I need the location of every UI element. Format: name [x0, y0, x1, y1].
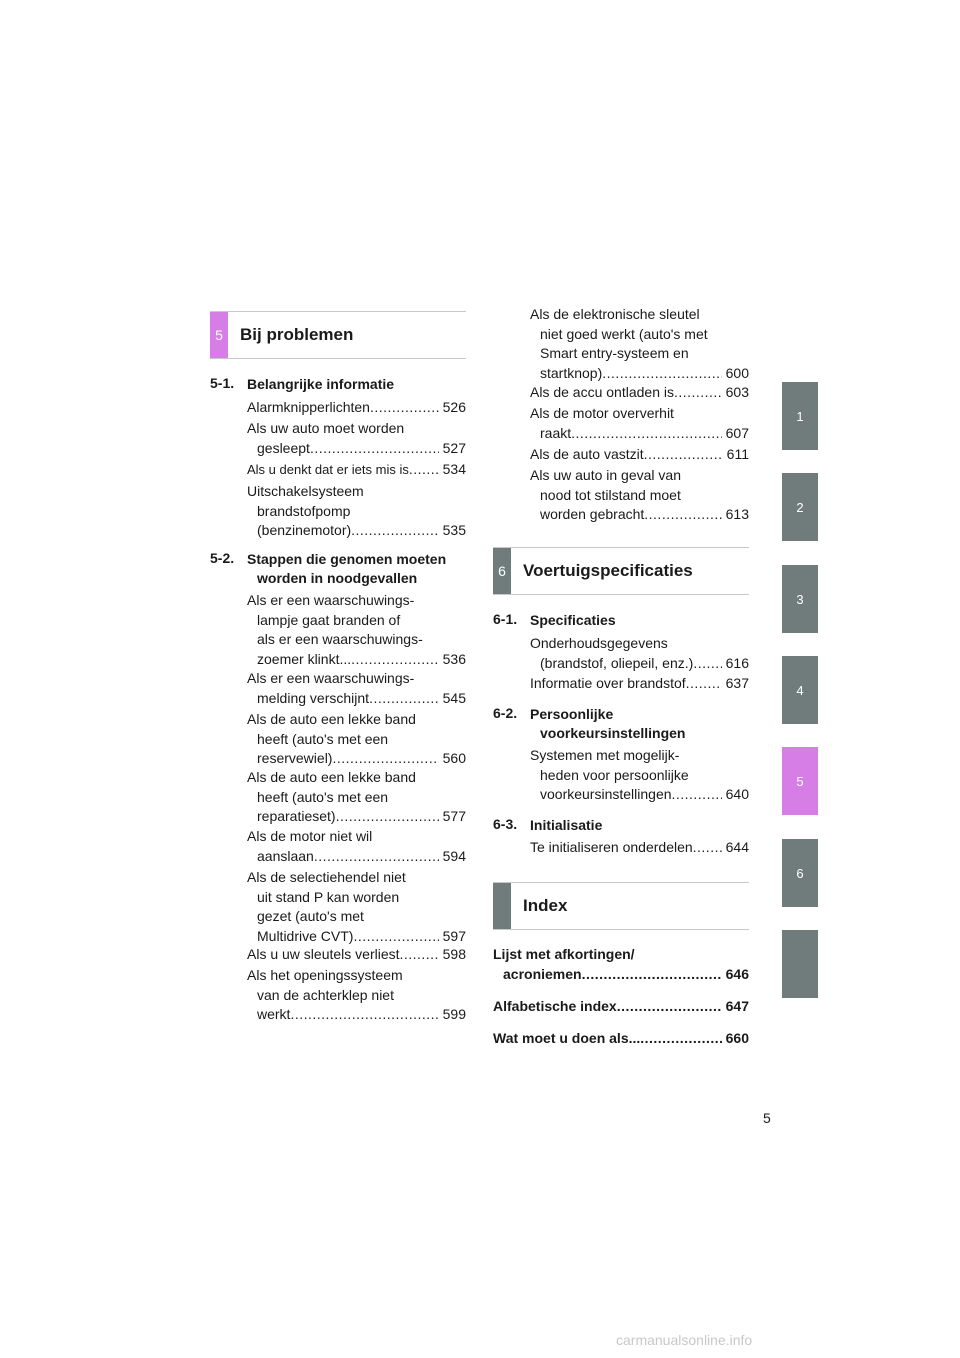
chapter-label-6-1: 6-1. [493, 611, 518, 627]
page-ref: 577 [442, 808, 466, 824]
entry-text: zoemer klinkt... [257, 650, 352, 667]
page-ref: 526 [442, 399, 466, 415]
entry-text: Als uw auto moet worden [247, 420, 405, 436]
section-header-5 [210, 311, 466, 359]
entry-text: aanslaan [257, 847, 314, 864]
entry-text: Als u denkt dat er iets mis is [247, 462, 409, 477]
entry-text: Als de elektronische sleutel [530, 306, 700, 322]
entry-text: Als er een waarschuwings- [247, 592, 415, 608]
page-ref: 660 [725, 1030, 749, 1046]
page-ref: 600 [725, 364, 749, 381]
toc-entry[interactable] [530, 383, 749, 403]
chapter-title-6-1 [530, 611, 616, 630]
entry-text: Lijst met afkortingen/ [493, 946, 635, 962]
chapter-title-line: voorkeursinstellingen [540, 725, 686, 741]
entry-text: worden gebracht [540, 506, 645, 522]
entry-text: Als de selectiehendel niet [247, 869, 406, 885]
chapter-title-line: Persoonlijke [530, 706, 614, 722]
toc-entry[interactable] [530, 404, 749, 443]
toc-entry[interactable] [530, 305, 749, 383]
section-number [493, 883, 511, 929]
entry-text: Als er een waarschuwings- [247, 670, 415, 686]
page-number: 5 [763, 1110, 771, 1126]
entry-text: Als de auto vastzit [530, 446, 644, 462]
chapter-title-5-1 [247, 375, 394, 394]
section-title: Index [523, 896, 568, 915]
entry-text: Informatie over brandstof [530, 675, 686, 691]
section-title: Voertuigspecificaties [523, 561, 693, 580]
entry-text: Multidrive CVT) [257, 927, 354, 944]
chapter-title-line: worden in noodgevallen [257, 570, 418, 586]
chapter-label-5-1: 5-1. [210, 375, 235, 391]
toc-entry[interactable] [247, 868, 466, 946]
entry-text: voorkeursinstellingen [540, 786, 672, 802]
section-tab-6[interactable]: 6 [782, 839, 818, 907]
entry-text: uit stand P kan worden [257, 888, 400, 905]
toc-entry[interactable] [530, 634, 749, 673]
entry-text: Wat moet u doen als... [493, 1030, 641, 1046]
entry-text: Te initialiseren onderdelen [530, 839, 693, 855]
entry-text: als er een waarschuwings- [257, 631, 423, 647]
page-ref: 640 [725, 786, 749, 802]
toc-entry[interactable] [247, 398, 466, 418]
page-ref: 597 [442, 927, 466, 944]
toc-entry[interactable] [530, 838, 749, 858]
entry-text: acroniemen [503, 965, 582, 982]
section-number: 6 [493, 548, 511, 594]
entry-text: reparatieset) [257, 808, 336, 824]
chapter-label-6-2: 6-2. [493, 705, 518, 721]
toc-entry[interactable] [247, 768, 466, 827]
page-ref: 535 [442, 522, 466, 538]
entry-text: van de achterklep niet [257, 986, 394, 1003]
section-title: Bij problemen [240, 325, 354, 344]
chapter-title-line: Initialisatie [530, 817, 603, 833]
toc-entry[interactable] [247, 482, 466, 541]
page-ref: 647 [725, 998, 749, 1014]
chapter-title-6-3 [530, 816, 602, 835]
entry-text: (brandstof, oliepeil, enz.) [540, 654, 694, 671]
section-tab-3[interactable]: 3 [782, 565, 818, 633]
toc-entry[interactable] [247, 710, 466, 769]
toc-entry[interactable] [530, 445, 749, 465]
chapter-label-6-3: 6-3. [493, 816, 518, 832]
entry-text: Alfabetische index [493, 998, 617, 1014]
entry-text: niet goed werkt (auto's met [540, 325, 708, 342]
toc-entry[interactable] [530, 466, 749, 525]
toc-entry[interactable] [493, 997, 749, 1017]
page-ref: 611 [726, 446, 749, 462]
entry-text: Uitschakelsysteem [247, 483, 364, 499]
entry-text: Als de auto een lekke band [247, 711, 416, 727]
entry-text: (benzinemotor) [257, 522, 352, 538]
entry-text: Als u uw sleutels verliest [247, 946, 400, 962]
entry-text: gesleept [257, 439, 310, 456]
toc-entry[interactable] [530, 746, 749, 805]
entry-text: Smart entry-systeem en [540, 345, 689, 361]
page-ref: 646 [725, 965, 749, 982]
section-number: 5 [210, 312, 228, 358]
toc-entry[interactable] [247, 460, 466, 480]
toc-entry[interactable] [247, 419, 466, 458]
chapter-title-5-2 [247, 550, 446, 588]
entry-text: Als de motor oververhit [530, 405, 674, 421]
toc-entry[interactable] [247, 591, 466, 669]
page-ref: 599 [442, 1006, 466, 1022]
entry-text: raakt [540, 424, 572, 441]
chapter-label-5-2: 5-2. [210, 550, 235, 566]
entry-text: Als de auto een lekke band [247, 769, 416, 785]
entry-text: Systemen met mogelijk- [530, 747, 680, 763]
page-ref: 594 [442, 847, 466, 864]
entry-text: reservewiel) [257, 750, 333, 766]
entry-text: Als uw auto in geval van [530, 467, 681, 483]
section-tab-index[interactable] [782, 930, 818, 998]
page-ref: 534 [442, 461, 466, 477]
toc-entry[interactable] [247, 827, 466, 866]
entry-text: Onderhoudsgegevens [530, 635, 668, 651]
page-ref: 644 [725, 839, 749, 855]
page-ref: 603 [725, 384, 749, 400]
toc-entry[interactable] [247, 966, 466, 1025]
toc-entry[interactable] [530, 674, 749, 694]
entry-text: werkt [257, 1006, 291, 1022]
entry-text: Als de motor niet wil [247, 828, 373, 844]
section-header-index [493, 882, 749, 930]
page-ref: 616 [725, 654, 749, 671]
toc-entry[interactable] [493, 945, 749, 984]
entry-text: heeft (auto's met een [257, 730, 389, 747]
entry-text: brandstofpomp [257, 502, 351, 519]
entry-text: Als de accu ontladen is [530, 384, 674, 400]
entry-text: startknop) [540, 364, 603, 381]
entry-text: Als het openingssysteem [247, 967, 403, 983]
entry-text: gezet (auto's met [257, 908, 364, 924]
entry-text: lampje gaat branden of [257, 611, 401, 628]
toc-entry[interactable] [493, 1029, 749, 1049]
watermark: carmanualsonline.info [616, 1332, 753, 1348]
section-tab-4[interactable]: 4 [782, 656, 818, 724]
toc-entry[interactable] [247, 945, 466, 965]
page-ref: 598 [442, 946, 466, 962]
section-tab-5[interactable]: 5 [782, 747, 818, 815]
section-tab-1[interactable]: 1 [782, 382, 818, 450]
entry-text: melding verschijnt [257, 689, 370, 706]
page-ref: 560 [442, 750, 466, 766]
page-ref: 607 [725, 424, 749, 441]
page-ref: 536 [442, 650, 466, 667]
section-header-6 [493, 547, 749, 595]
chapter-title-line: Belangrijke informatie [247, 376, 395, 392]
entry-text: nood tot stilstand moet [540, 486, 681, 503]
entry-text: heeft (auto's met een [257, 788, 389, 805]
page-ref: 545 [442, 689, 466, 706]
chapter-title-line: Stappen die genomen moeten [247, 551, 447, 567]
entry-text: heden voor persoonlijke [540, 766, 689, 783]
toc-entry[interactable] [247, 669, 466, 708]
entry-text: Alarmknipperlichten [247, 399, 370, 415]
page-ref: 527 [442, 439, 466, 456]
section-tab-2[interactable]: 2 [782, 473, 818, 541]
chapter-title-6-2 [530, 705, 685, 743]
page-ref: 637 [725, 675, 749, 691]
page-ref: 613 [725, 506, 749, 522]
chapter-title-line: Specificaties [530, 612, 616, 628]
